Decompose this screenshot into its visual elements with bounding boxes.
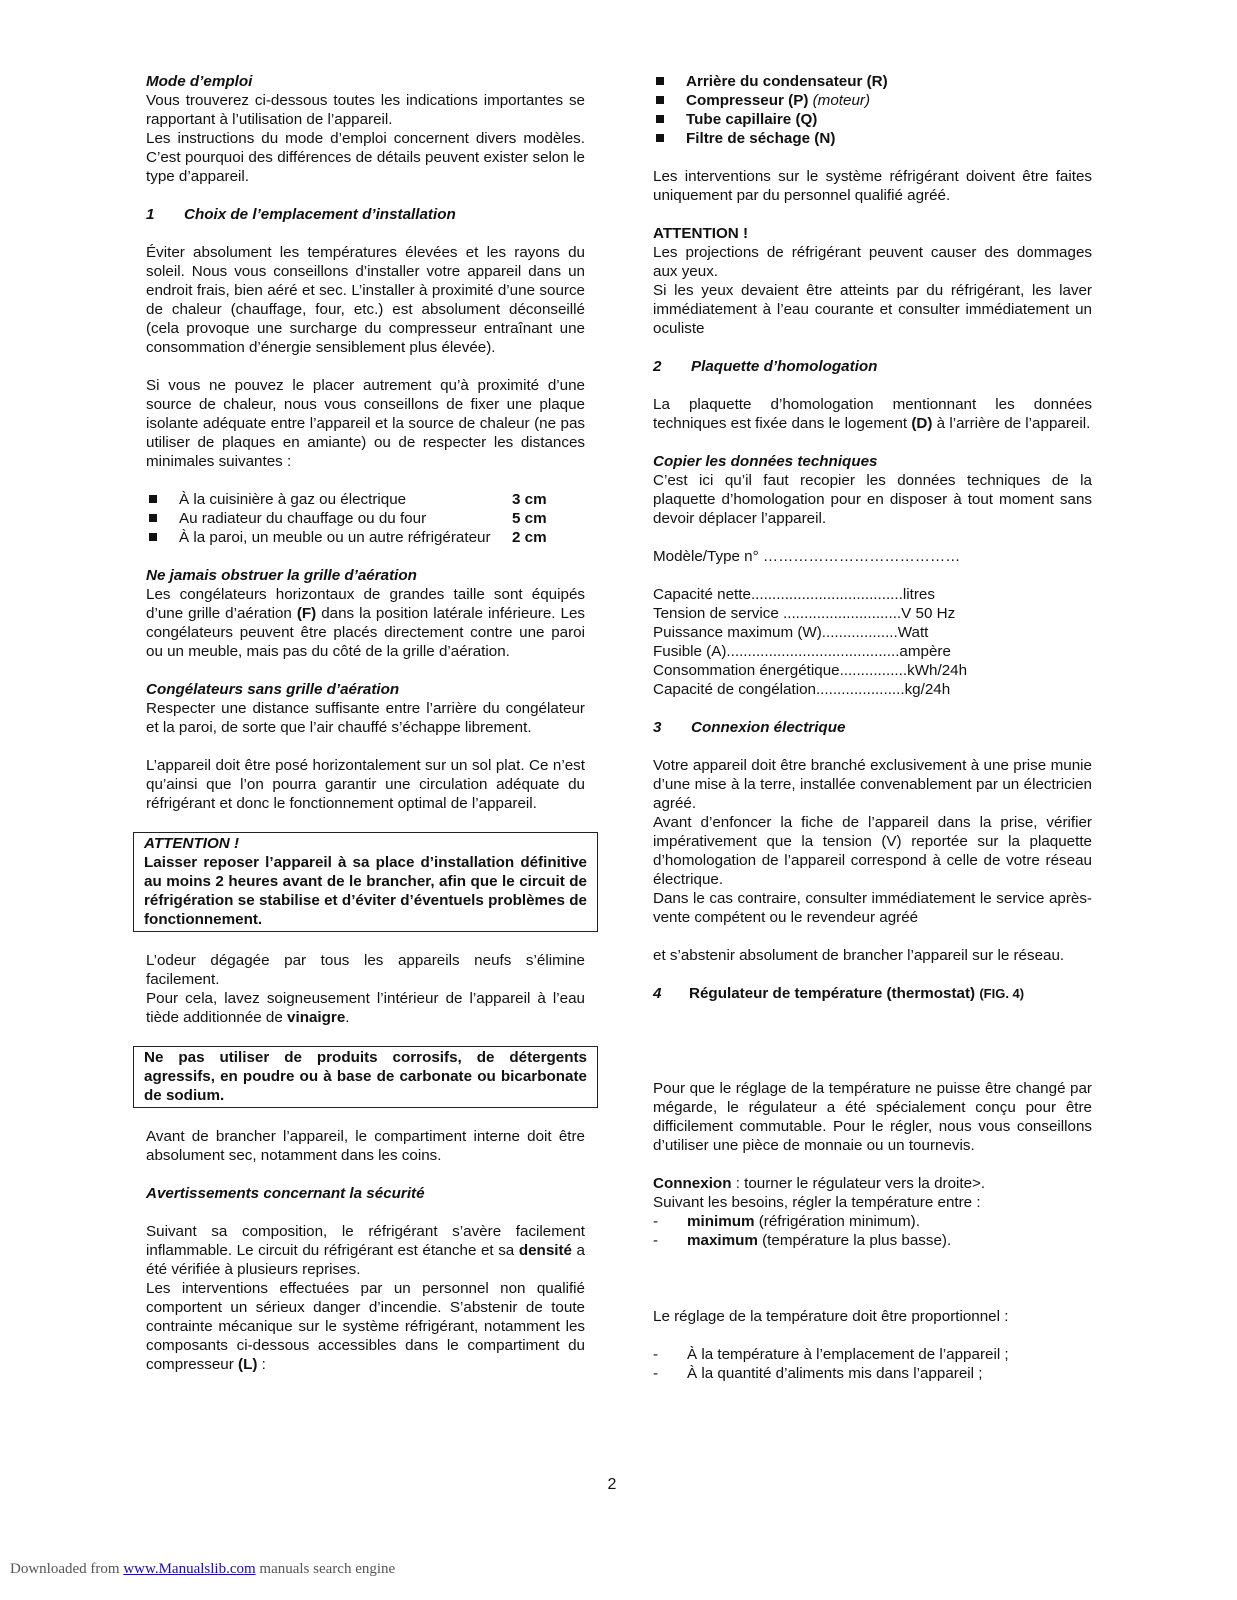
electrique-paragraph-2: Avant d’enfoncer la fiche de l’appareil dans la prise, vérifier impérativement que la tension (V) reportée sur la plaquette d’homologation de l’appareil correspond à celle de votre réseau électrique. bbox=[653, 814, 1092, 888]
avant-paragraph: Avant de brancher l’appareil, le compartiment interne doit être absolument sec, notamment dans les coins. bbox=[146, 1128, 585, 1164]
right-column bbox=[653, 72, 1092, 1383]
grille-title: Ne jamais obstruer la grille d’aération bbox=[146, 567, 417, 584]
section-3-heading: 3 Connexion électrique bbox=[653, 719, 846, 736]
modele-line: Modèle/Type n° ………………………………… bbox=[653, 548, 961, 565]
plaquette-paragraph: La plaquette d’homologation mentionnant les données techniques est fixée dans le logement (D) à l’arrière de l’appareil. bbox=[653, 396, 1092, 432]
sans-grille-title: Congélateurs sans grille d’aération bbox=[146, 681, 400, 698]
attention-title: ATTENTION ! bbox=[144, 835, 240, 852]
location-paragraph-2: Si vous ne pouvez le placer autrement qu’à proximité d’une source de chaleur, nous vous conseillons de fixer une plaque isolante adéquate entre l’appareil et la source de chaleur (ne pas utiliser de plaques en amiante) ou de respecter les distances minimales suivantes : bbox=[146, 377, 585, 470]
proportionnel-item: - À la température à l’emplacement de l’appareil ; bbox=[653, 1345, 1092, 1364]
attention-paragraph-2: Si les yeux devaient être atteints par du réfrigérant, les laver immédiatement à l’eau courante et consulter immédiatement un oculiste bbox=[653, 282, 1092, 337]
location-paragraph-1: Éviter absolument les températures élevées et les rayons du soleil. Nous vous conseillons d’installer votre appareil dans un endroit frais, bien aéré et sec. L’installer à proximité d’une source de chaleur (chauffage, four, etc.) est absolument déconseillé (cela provoque une surcharge du compresseur entraînant une consommation d’énergie sensiblement plus élevée). bbox=[146, 244, 585, 356]
distance-item bbox=[146, 490, 585, 509]
distance-value: 3 cm bbox=[512, 491, 547, 508]
attention-box bbox=[133, 832, 598, 932]
proportionnel-line: Le réglage de la température doit être proportionnel : bbox=[653, 1308, 1009, 1325]
warning-box bbox=[133, 1046, 598, 1108]
download-footer: Downloaded from www.Manualslib.com manuals search engine bbox=[10, 1561, 396, 1577]
warning-text: Ne pas utiliser de produits corrosifs, de détergents agressifs, en poudre ou à base de carbonate ou bicarbonate de sodium. bbox=[144, 1049, 587, 1104]
pose-paragraph: L’appareil doit être posé horizontalement sur un sol plat. Ce n’est qu’ainsi que l’on pourra garantir une circulation adéquate du réfrigérant et donc le fonctionnement optimal de l’appareil. bbox=[146, 757, 585, 812]
suivant-line: Suivant les besoins, régler la température entre : bbox=[653, 1194, 981, 1211]
section-1-number: 1 bbox=[146, 206, 155, 223]
electrique-paragraph-4: et s’abstenir absolument de brancher l’appareil sur le réseau. bbox=[653, 947, 1065, 964]
attention-heading: ATTENTION ! bbox=[653, 225, 749, 242]
tech-line: Capacité nette....................................litres bbox=[653, 586, 935, 603]
distance-label: Au radiateur du chauffage ou du four bbox=[179, 510, 427, 527]
odeur-paragraph-1: L’odeur dégagée par tous les appareils neufs s’élimine facilement. bbox=[146, 952, 585, 988]
attention-paragraph-1: Les projections de réfrigérant peuvent causer des dommages aux yeux. bbox=[653, 244, 1092, 280]
tech-line: Tension de service ............................V 50 Hz bbox=[653, 605, 956, 622]
interventions-paragraph: Les interventions sur le système réfrigérant doivent être faites uniquement par du personnel qualifié agréé. bbox=[653, 168, 1092, 204]
minimum-item: - minimum (réfrigération minimum). bbox=[653, 1212, 1092, 1231]
distance-value: 5 cm bbox=[512, 510, 547, 527]
component-item: Tube capillaire (Q) bbox=[653, 110, 1092, 129]
distance-item bbox=[146, 509, 585, 528]
copier-paragraph: C’est ici qu’il faut recopier les données techniques de la plaquette d’homologation pour en disposer à tout moment sans devoir déplacer l’appareil. bbox=[653, 472, 1092, 527]
tech-line: Fusible (A).........................................ampère bbox=[653, 643, 951, 660]
securite-title: Avertissements concernant la sécurité bbox=[146, 1185, 425, 1202]
component-item: Arrière du condensateur (R) bbox=[653, 72, 1092, 91]
distance-item bbox=[146, 528, 585, 547]
odeur-paragraph-2: Pour cela, lavez soigneusement l’intérieur de l’appareil à l’eau tiède additionnée de vinaigre. bbox=[146, 990, 585, 1026]
distance-label: À la paroi, un meuble ou un autre réfrigérateur bbox=[179, 529, 491, 546]
distance-label: À la cuisinière à gaz ou électrique bbox=[179, 491, 407, 508]
mode-paragraph-1: Vous trouverez ci-dessous toutes les indications importantes se rapportant à l’utilisation de l’appareil. bbox=[146, 92, 585, 128]
proportionnel-item: - À la quantité d’aliments mis dans l’appareil ; bbox=[653, 1364, 1092, 1383]
electrique-paragraph-3: Dans le cas contraire, consulter immédiatement le service après-vente compétent ou le revendeur agréé bbox=[653, 890, 1092, 926]
tech-line: Puissance maximum (W)..................Watt bbox=[653, 624, 929, 641]
reglage-paragraph: Pour que le réglage de la température ne puisse être changé par mégarde, le régulateur a été spécialement conçu pour être difficilement commutable. Pour le régler, nous vous conseillons d’utiliser une pièce de monnaie ou un tournevis. bbox=[653, 1080, 1092, 1154]
connexion-line: Connexion : tourner le régulateur vers la droite>. bbox=[653, 1175, 986, 1192]
manualslib-link[interactable]: www.Manualslib.com bbox=[123, 1561, 256, 1577]
section-1-title: Choix de l’emplacement d’installation bbox=[184, 206, 456, 223]
component-item: Compresseur (P) (moteur) bbox=[653, 91, 1092, 110]
electrique-paragraph-1: Votre appareil doit être branché exclusivement à une prise munie d’une mise à la terre, installée convenablement par un électricien agréé. bbox=[653, 757, 1092, 812]
mode-title: Mode d’emploi bbox=[146, 73, 253, 90]
copier-title: Copier les données techniques bbox=[653, 453, 878, 470]
section-4-heading: 4 Régulateur de température (thermostat) (FIG. 4) bbox=[653, 985, 1025, 1002]
page-number: 2 bbox=[607, 1476, 617, 1493]
securite-paragraph-2: Les interventions effectuées par un personnel non qualifié comportent un sérieux danger d’incendie. S’abstenir de toute contrainte mécanique sur le système réfrigérant, notamment les composants ci-dessous accessibles dans le compartiment du compresseur (L) : bbox=[146, 1280, 585, 1373]
grille-paragraph: Les congélateurs horizontaux de grandes taille sont équipés d’une grille d’aération (F) dans la position latérale inférieure. Les congélateurs peuvent être placés directement contre une paroi ou un meuble, mais pas du côté de la grille d’aération. bbox=[146, 586, 585, 660]
maximum-item: - maximum (température la plus basse). bbox=[653, 1231, 1092, 1250]
tech-line: Capacité de congélation.....................kg/24h bbox=[653, 681, 951, 698]
component-item: Filtre de séchage (N) bbox=[653, 129, 1092, 148]
sans-grille-paragraph: Respecter une distance suffisante entre l’arrière du congélateur et la paroi, de sorte que l’air chauffé s’échappe librement. bbox=[146, 700, 585, 736]
tech-line: Consommation énergétique................kWh/24h bbox=[653, 662, 968, 679]
mode-paragraph-2: Les instructions du mode d’emploi concernent divers modèles. C’est pourquoi des différences de détails peuvent exister selon le type d’appareil. bbox=[146, 130, 585, 185]
section-2-heading: 2 Plaquette d’homologation bbox=[653, 358, 878, 375]
left-column bbox=[146, 72, 585, 1374]
securite-paragraph-1: Suivant sa composition, le réfrigérant s’avère facilement inflammable. Le circuit du réfrigérant est étanche et sa densité a été vérifiée à plusieurs reprises. bbox=[146, 1223, 585, 1278]
distance-value: 2 cm bbox=[512, 529, 547, 546]
attention-text: Laisser reposer l’appareil à sa place d’installation définitive au moins 2 heures avant de le brancher, afin que le circuit de réfrigération se stabilise et d’éviter d’éventuels problèmes de fonctionnement. bbox=[144, 854, 587, 928]
section-1-heading bbox=[146, 205, 585, 224]
